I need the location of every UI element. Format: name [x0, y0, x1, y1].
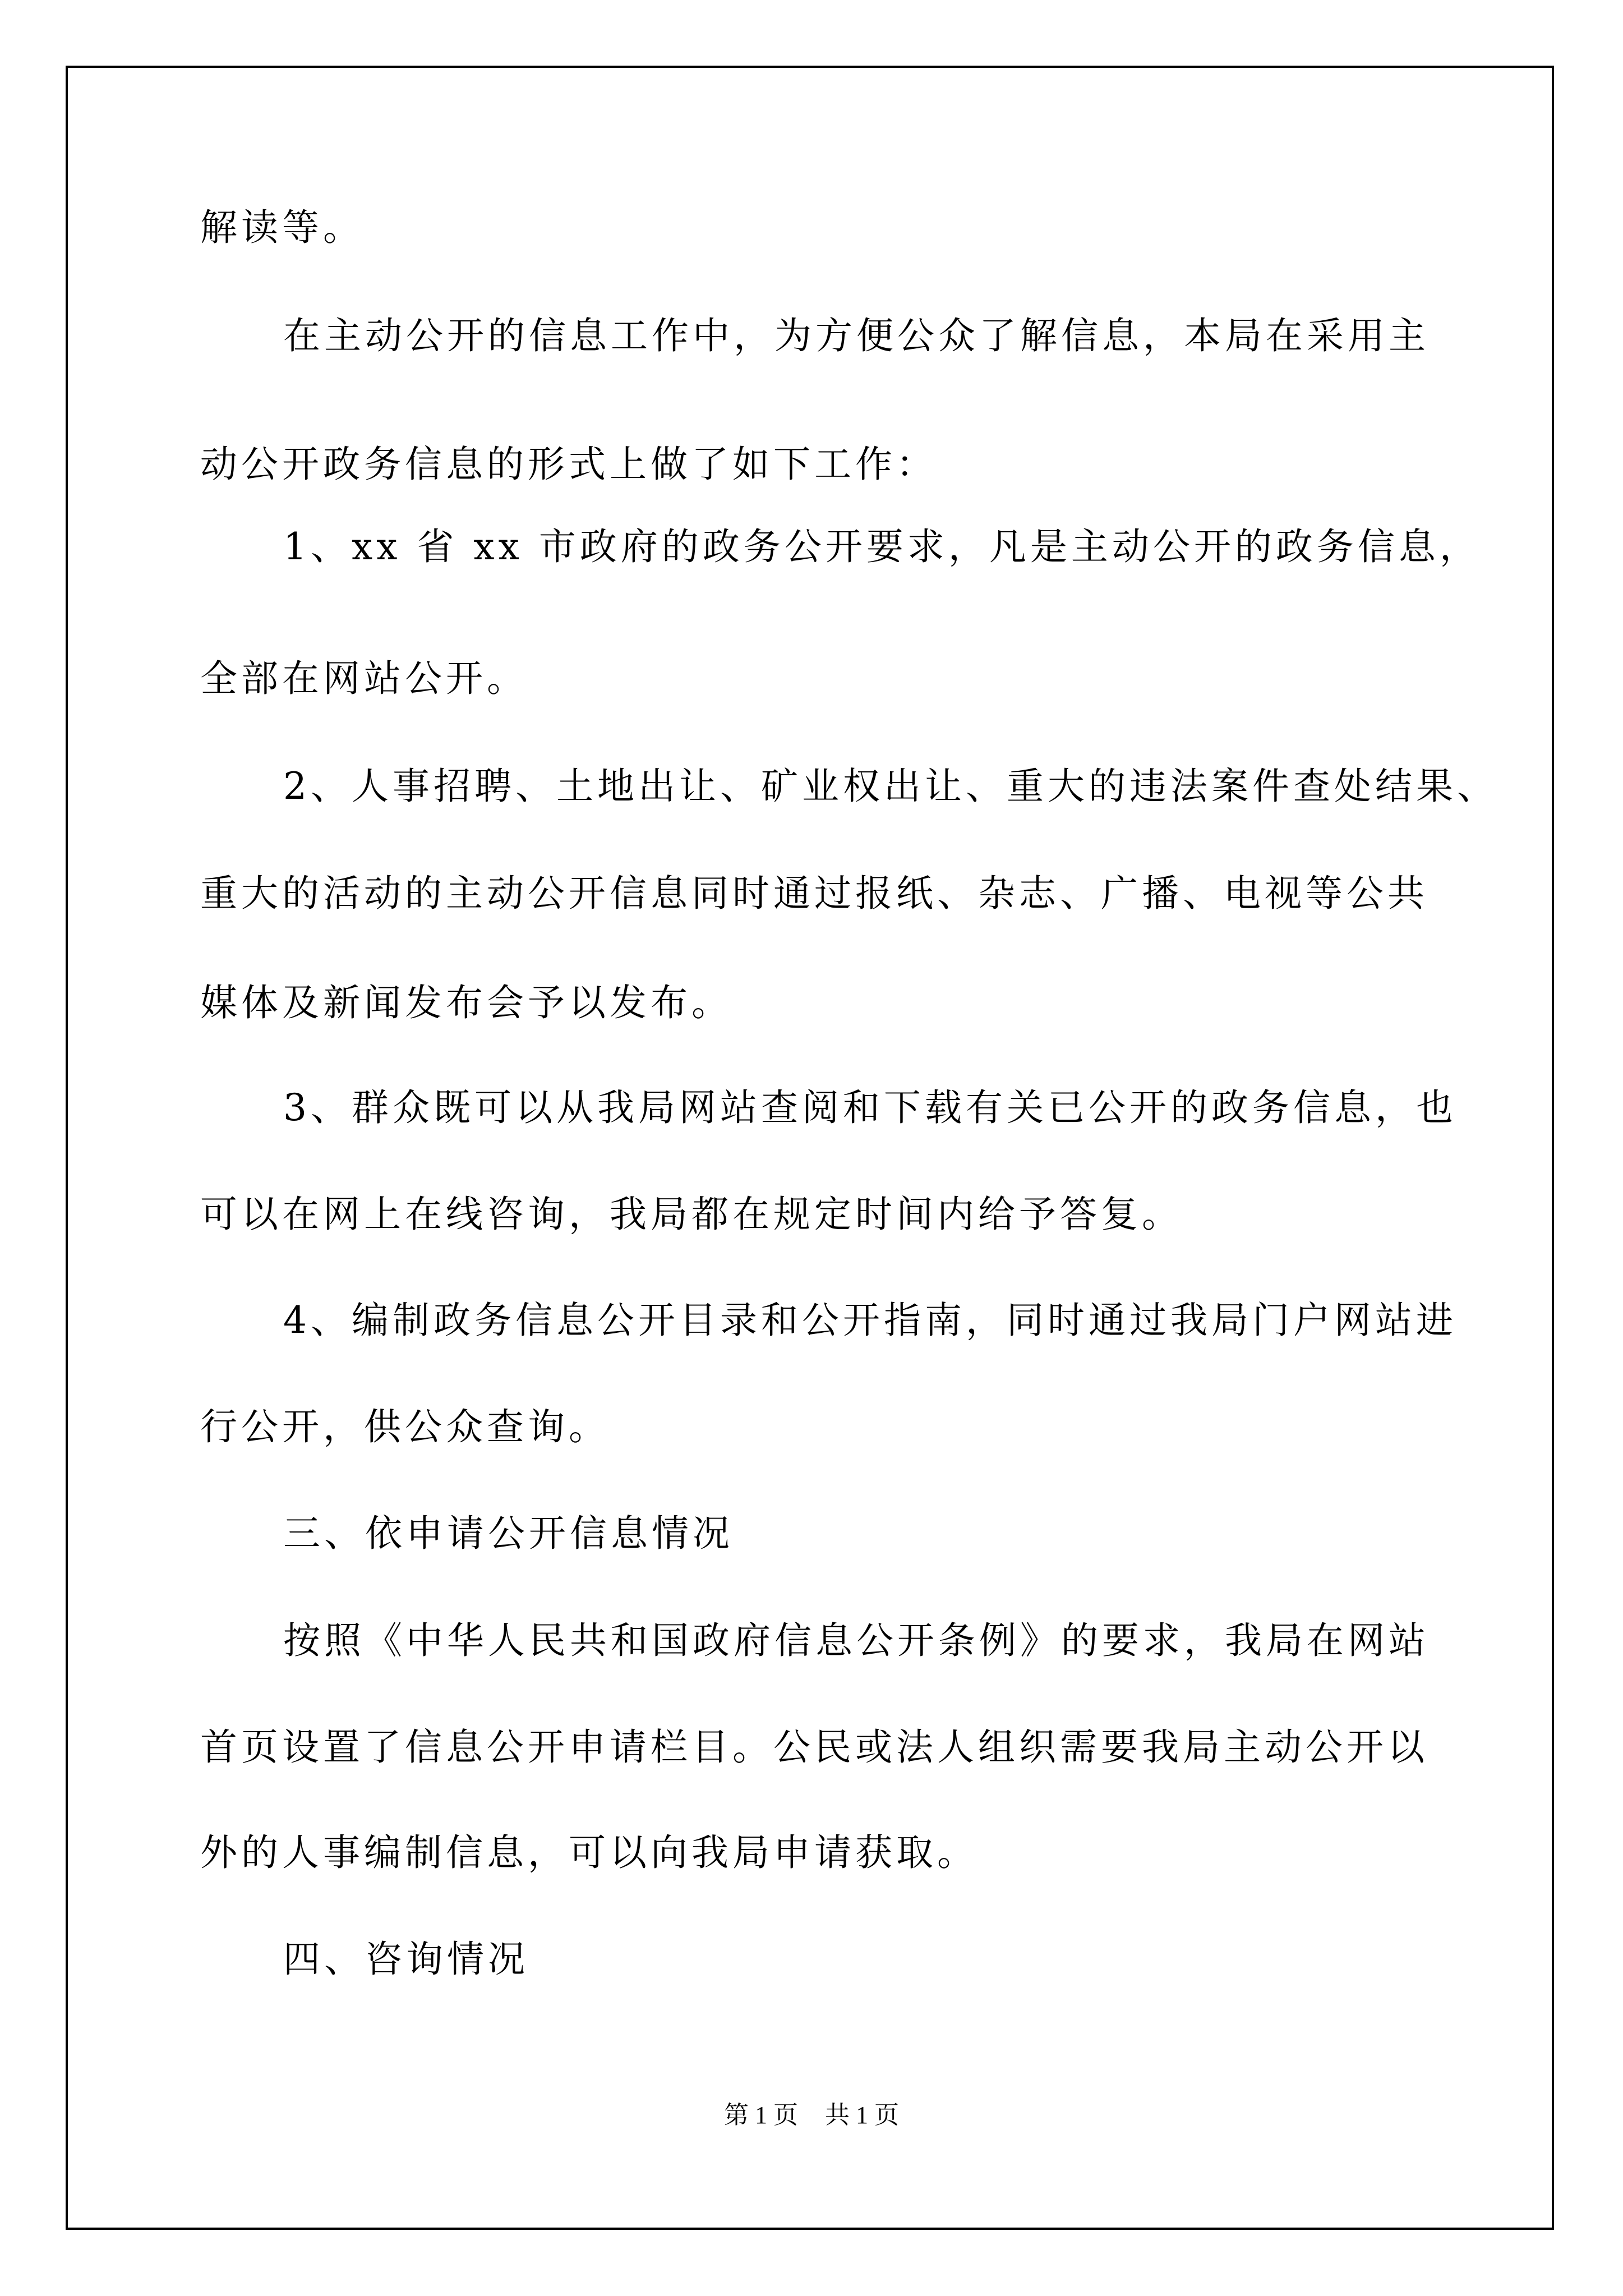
text-line: 可以在网上在线咨询，我局都在规定时间内给予答复。 [200, 1193, 1183, 1236]
page-number-current: 第 1 页 [724, 2101, 798, 2129]
page-border [66, 66, 1554, 2230]
text-line: 按照《中华人民共和国政府信息公开条例》的要求，我局在网站 [283, 1619, 1430, 1662]
text-line: 外的人事编制信息，可以向我局申请获取。 [200, 1831, 978, 1874]
text-line: 行公开，供公众查询。 [200, 1405, 610, 1448]
text-line: 首页设置了信息公开申请栏目。公民或法人组织需要我局主动公开以 [200, 1726, 1428, 1769]
text-line: 动公开政务信息的形式上做了如下工作： [200, 443, 937, 486]
text-line: 解读等。 [200, 206, 364, 249]
section-heading: 三、依申请公开信息情况 [283, 1512, 734, 1555]
section-heading: 四、咨询情况 [283, 1938, 529, 1981]
text-line: 媒体及新闻发布会予以发布。 [200, 981, 732, 1024]
text-line: 3、群众既可以从我局网站查阅和下载有关已公开的政务信息，也 [283, 1086, 1457, 1129]
page-footer [0, 2100, 1623, 2131]
text-line: 全部在网站公开。 [200, 657, 528, 700]
text-line: 4、编制政务信息公开目录和公开指南，同时通过我局门户网站进 [283, 1299, 1457, 1342]
text-line: 1、xx 省 xx 市政府的政务公开要求，凡是主动公开的政务信息， [283, 525, 1481, 568]
page-number-total: 共 1 页 [825, 2101, 899, 2129]
text-line: 2、人事招聘、土地出让、矿业权出让、重大的违法案件查处结果、 [283, 765, 1498, 808]
text-line: 在主动公开的信息工作中，为方便公众了解信息，本局在采用主 [283, 314, 1430, 357]
text-line: 重大的活动的主动公开信息同时通过报纸、杂志、广播、电视等公共 [200, 872, 1428, 915]
